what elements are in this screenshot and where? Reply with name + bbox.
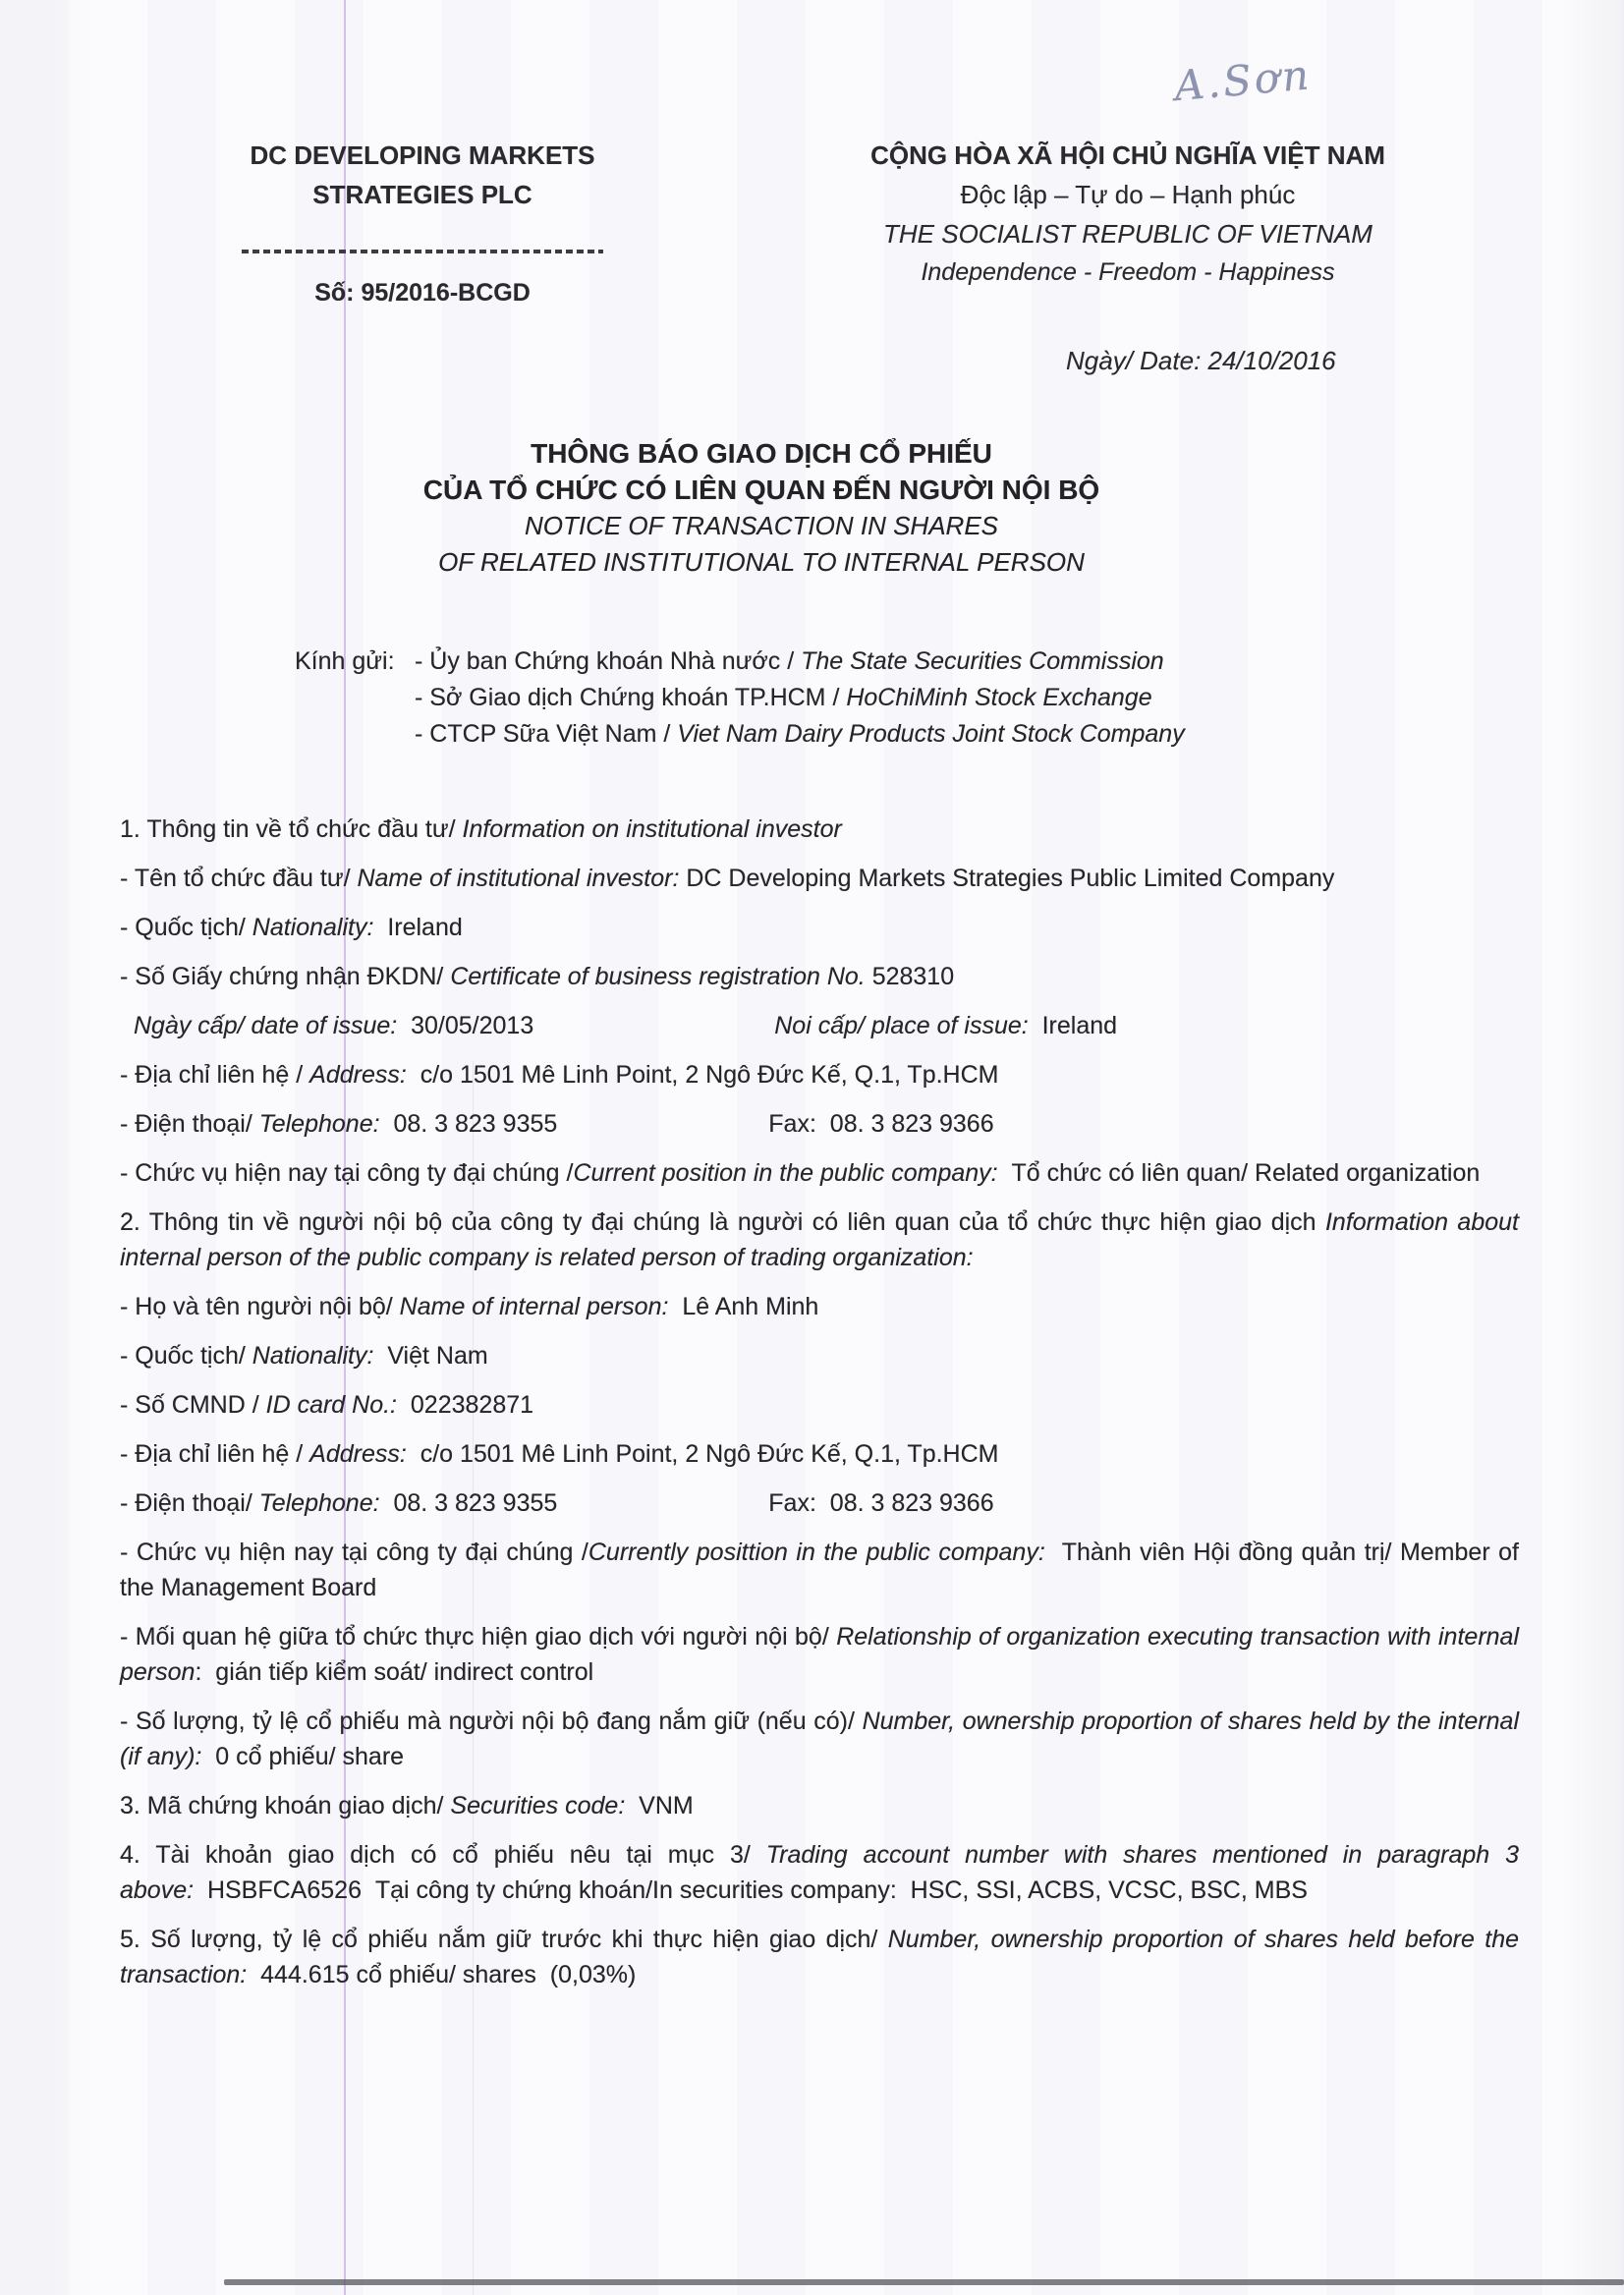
text-segment: : gián tiếp kiểm soát/ indirect control [195, 1658, 594, 1686]
body-line [120, 959, 1519, 994]
text-segment: Trading account number with shares mentioned in paragraph 3 above: [120, 1841, 1520, 1904]
recipient-item [415, 680, 1185, 716]
body-line [120, 1619, 1519, 1690]
title-en-line1: NOTICE OF TRANSACTION IN SHARES [524, 511, 998, 540]
text-segment: ID card No.: [265, 1391, 397, 1419]
text-segment: 08. 3 823 9355 [379, 1110, 558, 1138]
text-segment: - Số lượng, tỷ lệ cổ phiếu mà người nội bộ đang nắm giữ (nếu có)/ [120, 1707, 863, 1735]
issuer-header [226, 136, 619, 308]
text-segment: Ireland [1028, 1012, 1118, 1039]
text-segment: DC Developing Markets Strategies Public Limited Company [679, 865, 1335, 892]
text-segment: - Địa chỉ liên hệ / [120, 1061, 310, 1089]
body-line [120, 1485, 1519, 1521]
text-segment: Current position in the public company: [573, 1159, 998, 1187]
body-line [120, 1289, 1519, 1324]
text-segment: 0 cổ phiếu/ share [201, 1743, 405, 1770]
text-segment: - Chức vụ hiện nay tại công ty đại chúng / [120, 1159, 574, 1187]
national-title-en: THE SOCIALIST REPUBLIC OF VIETNAM [883, 219, 1372, 249]
text-segment: - Chức vụ hiện nay tại công ty đại chúng / [120, 1539, 588, 1566]
text-segment: Currently posittion in the public company: [588, 1539, 1045, 1566]
text-segment: - Số Giấy chứng nhận ĐKDN/ [120, 963, 451, 990]
text-segment: - Số CMND / [120, 1391, 266, 1419]
text-segment: Securities code: [450, 1792, 626, 1819]
text-segment: Nationality: [252, 914, 374, 941]
text-segment: - Họ và tên người nội bộ/ [120, 1293, 400, 1320]
body-line [120, 1922, 1519, 1992]
text-segment: Certificate of business registration No. [450, 963, 866, 990]
body-line [120, 1057, 1519, 1092]
body-line [120, 1837, 1519, 1908]
recipient-en: HoChiMinh Stock Exchange [846, 684, 1152, 711]
text-segment: Fax: 08. 3 823 9366 [768, 1110, 994, 1138]
recipient-item [415, 716, 1185, 753]
text-segment: VNM [625, 1792, 694, 1819]
recipient-en: Viet Nam Dairy Products Joint Stock Company [677, 720, 1185, 748]
body-line [120, 1788, 1519, 1823]
document-title [118, 435, 1405, 581]
title-en-line2: OF RELATED INSTITUTIONAL TO INTERNAL PERSON [438, 547, 1085, 577]
body-line [120, 910, 1519, 945]
text-segment: - Tên tổ chức đầu tư/ [120, 865, 358, 892]
text-segment: Thành viên Hội đồng quản trị/ Member of the Management Board [120, 1539, 1519, 1601]
text-segment: 5. Số lượng, tỷ lệ cổ phiếu nắm giữ trước khi thực hiện giao dịch/ [120, 1926, 888, 1953]
text-segment: Telephone: [258, 1489, 380, 1517]
national-header [833, 136, 1423, 291]
text-segment: 022382871 [397, 1391, 534, 1419]
org-name-line1: DC DEVELOPING MARKETS [250, 140, 595, 170]
text-segment: 4. Tài khoản giao dịch có cổ phiếu nêu tại mục 3/ [120, 1841, 766, 1869]
text-segment: - Quốc tịch/ [120, 914, 252, 941]
recipient-vn: - Ủy ban Chứng khoán Nhà nước / [415, 647, 802, 675]
text-segment: - Điện thoại/ [120, 1489, 259, 1517]
text-segment: 2. Thông tin về người nội bộ của công ty đại chúng là người có liên quan của tổ chức thực hiện giao dịch [120, 1208, 1325, 1236]
text-segment: Noi cấp/ place of issue: [774, 1012, 1029, 1039]
text-segment: Lê Anh Minh [668, 1293, 819, 1320]
text-segment: Việt Nam [373, 1342, 488, 1370]
text-segment: Address: [309, 1440, 407, 1468]
body-line [120, 1155, 1519, 1191]
text-segment: Ngày cấp/ date of issue: [134, 1012, 398, 1039]
text-segment: 528310 [865, 963, 955, 990]
text-segment: - Quốc tịch/ [120, 1342, 252, 1370]
text-segment: 3. Mã chứng khoán giao dịch/ [120, 1792, 451, 1819]
text-segment: c/o 1501 Mê Linh Point, 2 Ngô Đức Kế, Q.1, Tp.HCM [406, 1061, 999, 1089]
text-segment: Nationality: [252, 1342, 374, 1370]
recipient-vn: - CTCP Sữa Việt Nam / [415, 720, 678, 748]
body-line [120, 1338, 1519, 1373]
org-name-line2: STRATEGIES PLC [312, 180, 532, 209]
recipients-label: Kính gửi: [295, 647, 395, 675]
recipient-item [415, 644, 1185, 680]
body-paragraphs [120, 812, 1519, 2006]
text-segment: Information about internal person of the public company is related person of trading organization: [120, 1208, 1519, 1271]
text-segment: c/o 1501 Mê Linh Point, 2 Ngô Đức Kế, Q.1, Tp.HCM [406, 1440, 999, 1468]
text-segment: Information on institutional investor [462, 815, 842, 843]
national-motto-en: Independence - Freedom - Happiness [921, 258, 1335, 286]
text-segment: Name of institutional investor: [357, 865, 680, 892]
handwritten-annotation: A.Sơn [1172, 50, 1314, 111]
body-line [120, 1204, 1519, 1275]
title-vn-line2: CỦA TỔ CHỨC CÓ LIÊN QUAN ĐẾN NGƯỜI NỘI BỘ [422, 475, 1100, 505]
national-title-vn: CỘNG HÒA XÃ HỘI CHỦ NGHĨA VIỆT NAM [870, 140, 1385, 170]
text-segment: 444.615 cổ phiếu/ shares (0,03%) [247, 1961, 637, 1988]
text-segment: 30/05/2013 [397, 1012, 534, 1039]
body-line [120, 1436, 1519, 1472]
reference-number: Số: 95/2016-BCGD [314, 279, 531, 307]
divider-line [242, 250, 603, 253]
recipients-list [415, 644, 1185, 753]
body-line [120, 1008, 1519, 1043]
text-segment: Number, ownership proportion of shares held by the internal (if any): [120, 1707, 1519, 1770]
body-line [120, 812, 1519, 847]
national-motto-vn: Độc lập – Tự do – Hạnh phúc [960, 180, 1296, 209]
text-segment: Telephone: [258, 1110, 380, 1138]
text-segment: HSBFCA6526 Tại công ty chứng khoán/In securities company: HSC, SSI, ACBS, VCSC, BSC, MBS [194, 1876, 1308, 1904]
text-segment: Address: [309, 1061, 407, 1089]
text-segment: Ireland [373, 914, 463, 941]
body-line [120, 1387, 1519, 1423]
document-date: Ngày/ Date: 24/10/2016 [1066, 346, 1336, 375]
body-line [120, 1704, 1519, 1774]
text-segment: Relationship of organization executing transaction with internal person [120, 1623, 1520, 1686]
title-vn-line1: THÔNG BÁO GIAO DỊCH CỔ PHIẾU [531, 438, 992, 469]
text-segment: - Địa chỉ liên hệ / [120, 1440, 310, 1468]
recipient-en: The State Securities Commission [801, 647, 1164, 675]
text-segment: 08. 3 823 9355 [379, 1489, 558, 1517]
scan-edge-bar [224, 2279, 1624, 2285]
text-segment: 1. Thông tin về tổ chức đầu tư/ [120, 815, 463, 843]
body-line [120, 1106, 1519, 1142]
text-segment: - Điện thoại/ [120, 1110, 259, 1138]
text-segment: Name of internal person: [399, 1293, 669, 1320]
text-segment: Number, ownership proportion of shares held before the transaction: [120, 1926, 1519, 1988]
body-line [120, 1535, 1519, 1605]
text-segment: Tổ chức có liên quan/ Related organization [997, 1159, 1481, 1187]
recipient-vn: - Sở Giao dịch Chứng khoán TP.HCM / [415, 684, 847, 711]
recipients-block [295, 644, 1185, 753]
body-line [120, 861, 1519, 896]
text-segment: - Mối quan hệ giữa tổ chức thực hiện giao dịch với người nội bộ/ [120, 1623, 837, 1651]
text-segment: Fax: 08. 3 823 9366 [768, 1489, 994, 1517]
